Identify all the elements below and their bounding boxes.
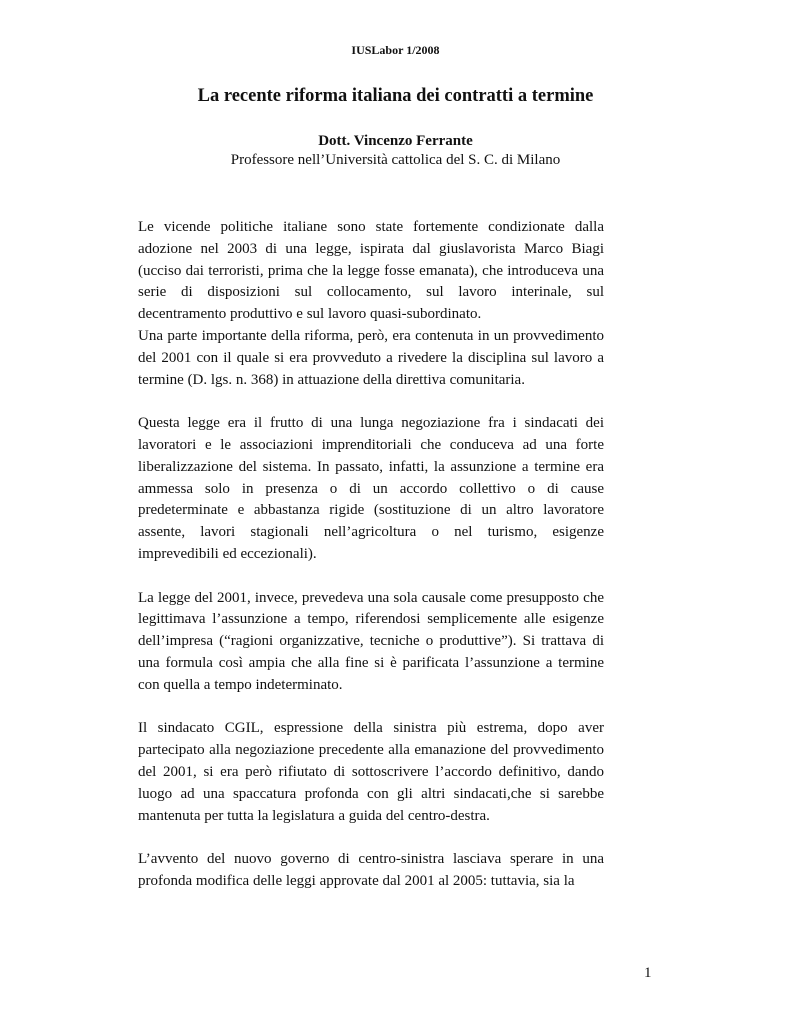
paragraph-4: La legge del 2001, invece, prevedeva una sola causale come presupposto che legittimava l’assunzione a tempo, riferendosi semplicemente alle esigenze dell’impresa (“ragioni organizzative, tecniche o produttive”). Si trattava di una formula così ampia che alla fine si è parificata l’assunzione a termine con quella a tempo indeterminato. [138, 589, 604, 693]
paragraph-3: Questa legge era il frutto di una lunga negoziazione fra i sindacati dei lavoratori e le associazioni imprenditoriali che conduceva ad una forte liberalizzazione del sistema. In passato, infatti, la assunzione a termine era ammessa solo in presenza o di un accordo collettivo o di cause predeterminate e abbastanza rigide (sostituzione di un altro lavoratore assente, lavori stagionali nell’agricoltura o nel turismo, esigenze imprevedibili ed eccezionali). [138, 415, 604, 562]
paragraph-1: Le vicende politiche italiane sono state fortemente condizionate dalla adozione nel 2003 di una legge, ispirata dal giuslavorista Marco Biagi (ucciso dai terroristi, prima che la legge fosse emanata), che introduceva una serie di disposizioni sul collocamento, sul lavoro interinale, sul decentramento produttivo e sul lavoro quasi-subordinato. [138, 219, 604, 323]
author-name: Dott. Vincenzo Ferrante [318, 133, 473, 149]
journal-header: IUSLabor 1/2008 [351, 43, 440, 57]
paragraph-2: Una parte importante della riforma, però, era contenuta in un provvedimento del 2001 con il quale si era provveduto a rivedere la disciplina sul lavoro a termine (D. lgs. n. 368) in attuazione della direttiva comunitaria. [138, 327, 604, 388]
paragraph-5: Il sindacato CGIL, espressione della sinistra più estrema, dopo aver partecipato alla negoziazione precedente alla emanazione del provvedimento del 2001, si era però rifiutato di sottoscrivere l’accordo definitivo, dando luogo ad una spaccatura profonda con gli altri sindacati,che si sarebbe mantenuta per tutta la legislatura a guida del centro-destra. [138, 720, 604, 824]
paragraph-6: L’avvento del nuovo governo di centro-sinistra lasciava sperare in una profonda modifica delle leggi approvate dal 2001 al 2005: tuttavia, sia la [138, 851, 604, 889]
author-affiliation: Professore nell’Università cattolica del S. C. di Milano [230, 152, 561, 168]
article-title: La recente riforma italiana dei contratti a termine [197, 86, 594, 106]
article-body [138, 217, 604, 893]
page-number: 1 [644, 965, 652, 981]
